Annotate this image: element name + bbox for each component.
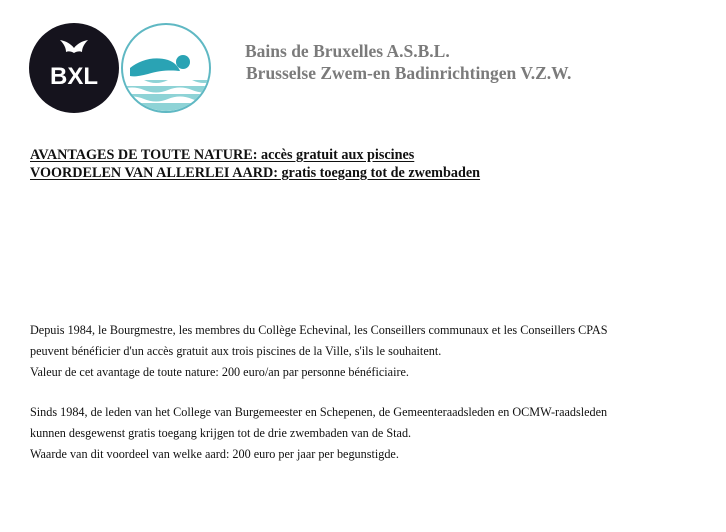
paragraph-nl-line-3: Waarde van dit voordeel van welke aard: 200 euro per jaar per begunstigde. <box>30 447 399 461</box>
paragraph-fr-line-1: Depuis 1984, le Bourgmestre, les membres du Collège Echevinal, les Conseillers communaux et les Conseillers CPAS <box>30 323 608 337</box>
title-nl: VOORDELEN VAN ALLERLEI AARD: gratis toegang tot de zwembaden <box>30 165 481 181</box>
paragraph-fr-line-3: Valeur de cet avantage de toute nature: 200 euro/an par personne bénéficiaire. <box>30 365 409 379</box>
swimmer-head <box>176 55 190 69</box>
document-title <box>30 146 480 182</box>
org-name-nl: Brusselse Zwem-en Badinrichtingen V.Z.W. <box>246 63 572 83</box>
paragraph-nl <box>30 402 607 465</box>
paragraph-fr <box>30 320 607 383</box>
title-fr: AVANTAGES DE TOUTE NATURE: accès gratuit aux piscines <box>30 147 415 163</box>
bxl-logo-text: BXL <box>50 63 98 90</box>
organization-names <box>245 40 571 84</box>
swimmer-logo <box>120 22 212 114</box>
paragraph-fr-line-2: peuvent bénéficier d'un accès gratuit aux trois piscines de la Ville, s'ils le souhaitent. <box>30 344 442 358</box>
bxl-logo <box>28 22 120 114</box>
paragraph-nl-line-2: kunnen desgewenst gratis toegang krijgen tot de drie zwembaden van de Stad. <box>30 426 412 440</box>
paragraph-nl-line-1: Sinds 1984, de leden van het College van Burgemeester en Schepenen, de Gemeenteraadsleden en OCMW-raadsleden <box>30 405 608 419</box>
org-name-fr: Bains de Bruxelles A.S.B.L. <box>245 41 450 61</box>
